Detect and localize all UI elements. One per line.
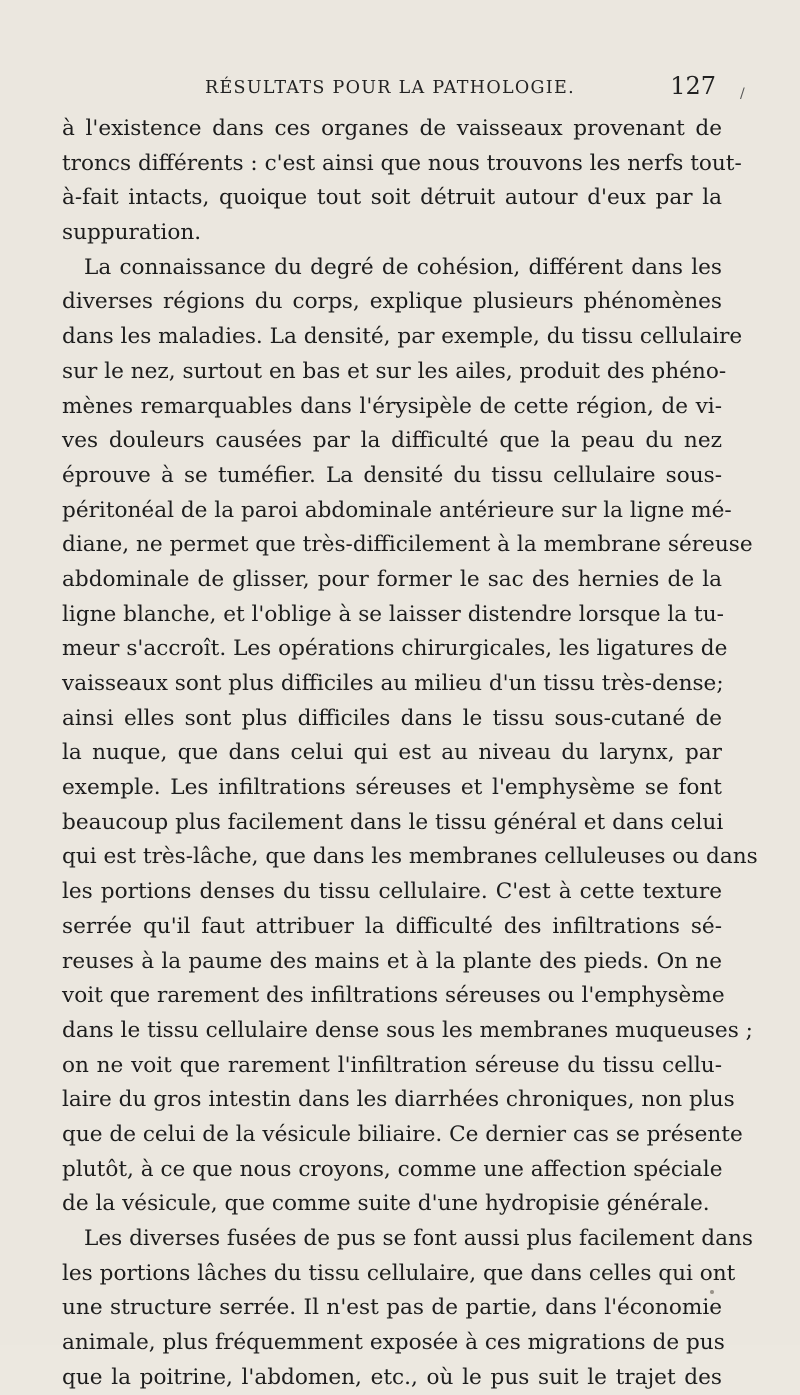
text-line: les portions lâches du tissu cellulaire, que dans celles qui ont bbox=[62, 1260, 736, 1286]
text-line: mènes remarquables dans l'érysipèle de cette région, de vi- bbox=[62, 393, 722, 419]
text-line: dans les maladies. La densité, par exemple, du tissu cellulaire bbox=[62, 324, 743, 350]
text-line: à l'existence dans ces organes de vaisseaux provenant de bbox=[62, 116, 722, 141]
paper-speck bbox=[710, 1290, 714, 1294]
text-line: de la vésicule, que comme suite d'une hydropisie générale. bbox=[62, 1191, 710, 1217]
text-line: que de celui de la vésicule biliaire. Ce dernier cas se présente bbox=[62, 1121, 743, 1147]
text-line: éprouve à se tuméfier. La densité du tissu cellulaire sous- bbox=[62, 462, 722, 488]
text-line: meur s'accroît. Les opérations chirurgicales, les ligatures de bbox=[62, 636, 728, 662]
text-line: que la poitrine, l'abdomen, etc., où le pus suit le trajet des bbox=[62, 1364, 722, 1390]
page-header bbox=[205, 72, 730, 106]
text-line: diverses régions du corps, explique plusieurs phénomènes bbox=[62, 289, 722, 315]
text-line: ligne blanche, et l'oblige à se laisser distendre lorsque la tu- bbox=[62, 601, 724, 627]
text-line: à-fait intacts, quoique tout soit détruit autour d'eux par la bbox=[62, 185, 722, 211]
text-line: beaucoup plus facilement dans le tissu général et dans celui bbox=[62, 809, 724, 835]
text-line: diane, ne permet que très-difficilement à la membrane séreuse bbox=[62, 532, 753, 558]
text-line: voit que rarement des infiltrations séreuses ou l'emphysème bbox=[62, 983, 725, 1009]
page-number: 127 bbox=[670, 72, 716, 100]
text-line: dans le tissu cellulaire dense sous les membranes muqueuses ; bbox=[62, 1017, 753, 1043]
paragraph-start: La connaissance du degré de cohésion, différent dans les bbox=[84, 254, 722, 280]
text-line: ves douleurs causées par la difficulté que la peau du nez bbox=[62, 428, 722, 454]
margin-mark: / bbox=[740, 86, 745, 102]
text-line: la nuque, que dans celui qui est au niveau du larynx, par bbox=[62, 740, 722, 766]
text-line: on ne voit que rarement l'infiltration séreuse du tissu cellu- bbox=[62, 1052, 722, 1078]
text-line: qui est très-lâche, que dans les membranes celluleuses ou dans bbox=[62, 844, 758, 870]
body-text bbox=[62, 112, 758, 1395]
text-line: péritonéal de la paroi abdominale antérieure sur la ligne mé- bbox=[62, 497, 732, 523]
text-line: vaisseaux sont plus difficiles au milieu d'un tissu très-dense; bbox=[62, 671, 724, 696]
text-line: reuses à la paume des mains et à la plante des pieds. On ne bbox=[62, 948, 722, 974]
paragraph-start: Les diverses fusées de pus se font aussi plus facilement dans bbox=[84, 1226, 753, 1251]
text-line: serrée qu'il faut attribuer la difficulté des infiltrations sé- bbox=[62, 913, 722, 939]
text-line: plutôt, à ce que nous croyons, comme une affection spéciale bbox=[62, 1156, 723, 1182]
text-line: suppuration. bbox=[62, 220, 202, 246]
text-line: abdominale de glisser, pour former le sac des hernies de la bbox=[62, 566, 722, 592]
text-line: exemple. Les infiltrations séreuses et l'emphysème se font bbox=[62, 775, 722, 801]
text-line: laire du gros intestin dans les diarrhées chroniques, non plus bbox=[62, 1087, 735, 1113]
text-line: troncs différents : c'est ainsi que nous trouvons les nerfs tout- bbox=[62, 150, 742, 176]
text-line: animale, plus fréquemment exposée à ces migrations de pus bbox=[62, 1330, 725, 1356]
text-line: une structure serrée. Il n'est pas de partie, dans l'économie bbox=[62, 1295, 722, 1321]
text-line: les portions denses du tissu cellulaire. C'est à cette texture bbox=[62, 879, 722, 905]
text-line: sur le nez, surtout en bas et sur les ailes, produit des phéno- bbox=[62, 358, 727, 384]
running-title: RÉSULTATS POUR LA PATHOLOGIE. bbox=[205, 78, 575, 98]
text-line: ainsi elles sont plus difficiles dans le tissu sous-cutané de bbox=[62, 705, 722, 731]
